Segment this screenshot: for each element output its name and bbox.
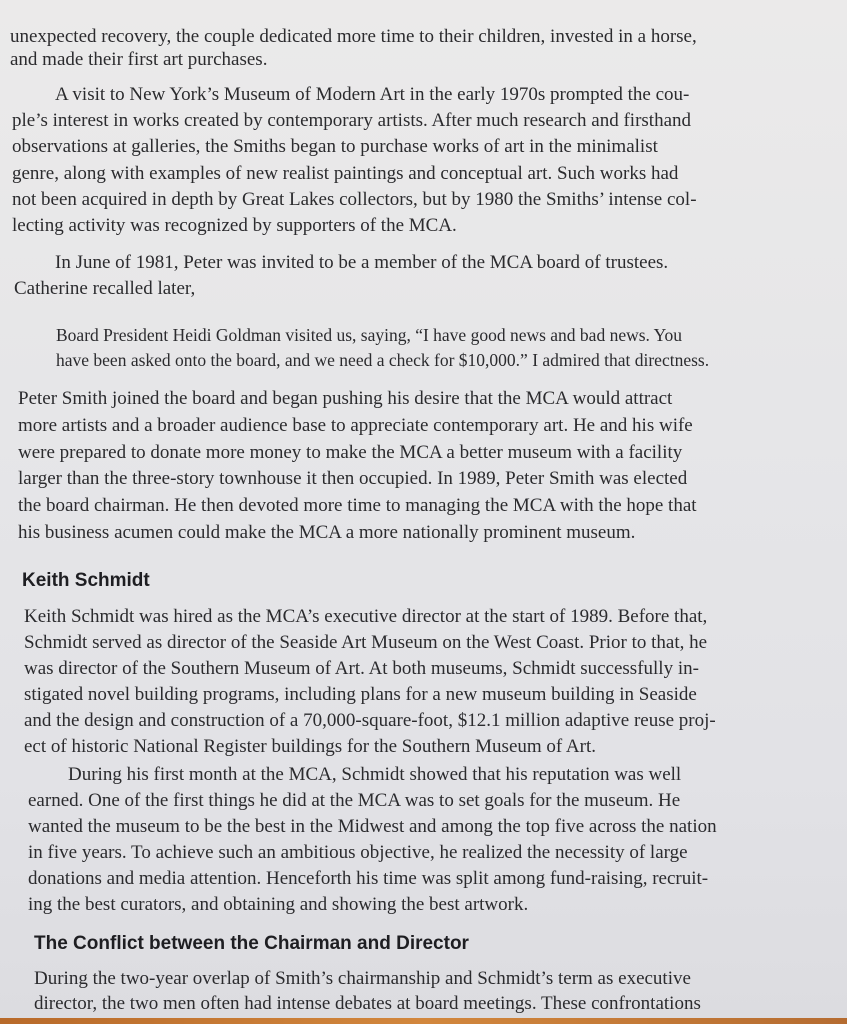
quote-line: have been asked onto the board, and we need a check for $10,000.” I admired that directness. bbox=[56, 350, 710, 370]
quote-line: Board President Heidi Goldman visited us, saying, “I have good news and bad news. You bbox=[56, 325, 683, 345]
text-line: observations at galleries, the Smiths began to purchase works of art in the minimalist bbox=[12, 136, 658, 157]
text-line: ect of historic National Register buildings for the Southern Museum of Art. bbox=[24, 736, 597, 757]
text-line: was director of the Southern Museum of Art. At both museums, Schmidt successfully in- bbox=[24, 658, 699, 679]
text-line: ing the best curators, and obtaining and showing the best artwork. bbox=[28, 894, 529, 915]
text-line: Peter Smith joined the board and began pushing his desire that the MCA would attract bbox=[18, 388, 673, 409]
text-line: and the design and construction of a 70,000-square-foot, $12.1 million adaptive reuse proj- bbox=[24, 710, 716, 731]
text-line: ple’s interest in works created by contemporary artists. After much research and firsthand bbox=[12, 110, 692, 131]
text-line: unexpected recovery, the couple dedicated more time to their children, invested in a horse, bbox=[10, 26, 697, 47]
text-line: During his first month at the MCA, Schmidt showed that his reputation was well bbox=[68, 764, 682, 785]
section-heading: The Conflict between the Chairman and Director bbox=[34, 933, 469, 954]
text-line: donations and media attention. Henceforth his time was split among fund-raising, recruit- bbox=[28, 868, 709, 889]
text-line: lecting activity was recognized by supporters of the MCA. bbox=[12, 215, 457, 236]
text-line: stigated novel building programs, including plans for a new museum building in Seaside bbox=[24, 684, 697, 705]
text-line: A visit to New York’s Museum of Modern Art in the early 1970s prompted the cou- bbox=[55, 84, 690, 105]
text-line: not been acquired in depth by Great Lakes collectors, but by 1980 the Smiths’ intense col- bbox=[12, 189, 697, 210]
text-line: his business acumen could make the MCA a more nationally prominent museum. bbox=[18, 522, 636, 543]
page-bottom-edge bbox=[0, 1018, 847, 1024]
text-line: wanted the museum to be the best in the Midwest and among the top five across the nation bbox=[28, 816, 717, 837]
text-line: genre, along with examples of new realist paintings and conceptual art. Such works had bbox=[12, 163, 679, 184]
text-line: During the two-year overlap of Smith’s chairmanship and Schmidt’s term as executive bbox=[34, 968, 691, 989]
section-heading: Keith Schmidt bbox=[22, 570, 150, 591]
text-line: more artists and a broader audience base to appreciate contemporary art. He and his wife bbox=[18, 415, 693, 436]
text-line: In June of 1981, Peter was invited to be a member of the MCA board of trustees. bbox=[55, 252, 669, 273]
text-line: earned. One of the first things he did at the MCA was to set goals for the museum. He bbox=[28, 790, 681, 811]
text-line: and made their first art purchases. bbox=[10, 49, 268, 70]
text-line: were prepared to donate more money to make the MCA a better museum with a facility bbox=[18, 442, 683, 463]
text-line: the board chairman. He then devoted more time to managing the MCA with the hope that bbox=[18, 495, 697, 516]
text-line: Catherine recalled later, bbox=[14, 278, 196, 299]
text-line: Schmidt served as director of the Seaside Art Museum on the West Coast. Prior to that, he bbox=[24, 632, 708, 653]
text-line: Keith Schmidt was hired as the MCA’s executive director at the start of 1989. Before that, bbox=[24, 606, 708, 627]
text-line: in five years. To achieve such an ambitious objective, he realized the necessity of large bbox=[28, 842, 688, 863]
text-line: director, the two men often had intense debates at board meetings. These confrontations bbox=[34, 993, 701, 1014]
text-line: larger than the three-story townhouse it then occupied. In 1989, Peter Smith was elected bbox=[18, 468, 688, 489]
